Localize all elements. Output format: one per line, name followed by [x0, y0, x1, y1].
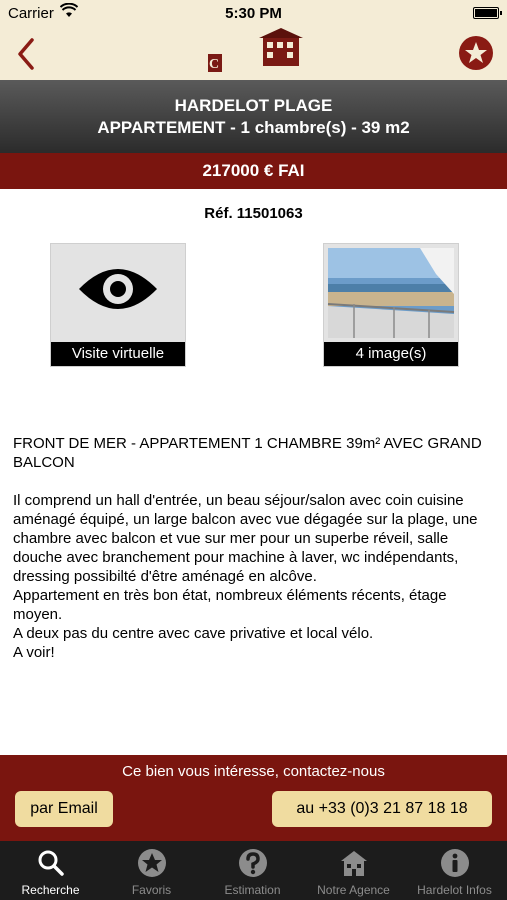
listing-subtitle: APPARTEMENT - 1 chambre(s) - 39 m2: [97, 118, 410, 137]
balcony-photo: [324, 244, 458, 342]
virtual-visit-button[interactable]: [50, 243, 186, 367]
tab-hardelot-infos[interactable]: [404, 841, 505, 900]
house-icon: [338, 847, 370, 879]
virtual-visit-label: Visite virtuelle: [51, 342, 185, 366]
tab-bar: [0, 841, 507, 900]
description-headline: FRONT DE MER - APPARTEMENT 1 CHAMBRE 39m² AVEC GRAND BALCON: [13, 435, 482, 471]
nav-bar: [0, 28, 507, 80]
battery-icon: [473, 7, 499, 19]
svg-text:C: C: [209, 57, 220, 72]
description-paragraph: A voir!: [13, 644, 55, 661]
tab-label: Hardelot Infos: [417, 883, 492, 897]
contact-prompt: Ce bien vous intéresse, contactez-nous: [122, 763, 385, 780]
description-paragraph: A deux pas du centre avec cave privative et local vélo.: [13, 625, 374, 642]
contact-panel: [0, 755, 507, 841]
tab-notre-agence[interactable]: [303, 841, 404, 900]
listing-price: 217000 € FAI: [0, 153, 507, 189]
tab-label: Estimation: [224, 883, 281, 897]
agency-logo: [205, 28, 305, 78]
listing-description: [13, 434, 497, 662]
listing-reference: Réf. 11501063: [204, 205, 303, 222]
listing-location: HARDELOT PLAGE: [174, 96, 333, 115]
eye-icon: [51, 244, 185, 342]
description-paragraph: Il comprend un hall d'entrée, un beau séjour/salon avec coin cuisine aménagé équipé, un large balcon avec vue dégagée sur la plage, une chambre avec balcon et vue sur mer pour un superbe réveil, salle douche avec branchement pour machine à laver, wc indépendants, dressing possibilté d'être aménagé en alcôve.: [13, 492, 478, 585]
tab-recherche[interactable]: [0, 841, 101, 900]
search-icon: [35, 847, 67, 879]
email-contact-button[interactable]: par Email: [15, 791, 113, 827]
phone-contact-button[interactable]: au +33 (0)3 21 87 18 18: [272, 791, 492, 827]
listing-title-band: [0, 80, 507, 153]
favorite-button[interactable]: [459, 36, 493, 70]
status-bar: [0, 0, 507, 28]
carrier-label: Carrier: [8, 5, 54, 22]
tab-estimation[interactable]: [202, 841, 303, 900]
tab-label: Favoris: [131, 883, 172, 897]
tab-favoris[interactable]: [101, 841, 202, 900]
back-button[interactable]: [12, 36, 42, 72]
question-icon: [237, 847, 269, 879]
star-icon: [136, 847, 168, 879]
tab-label: Notre Agence: [317, 883, 390, 897]
description-paragraph: Appartement en très bon état, nombreux éléments récents, étage moyen.: [13, 587, 447, 623]
clock: 5:30 PM: [225, 5, 282, 22]
tab-label: Recherche: [21, 883, 80, 897]
photo-count-label: 4 image(s): [324, 342, 458, 366]
photo-gallery-button[interactable]: [323, 243, 459, 367]
info-icon: [439, 847, 471, 879]
